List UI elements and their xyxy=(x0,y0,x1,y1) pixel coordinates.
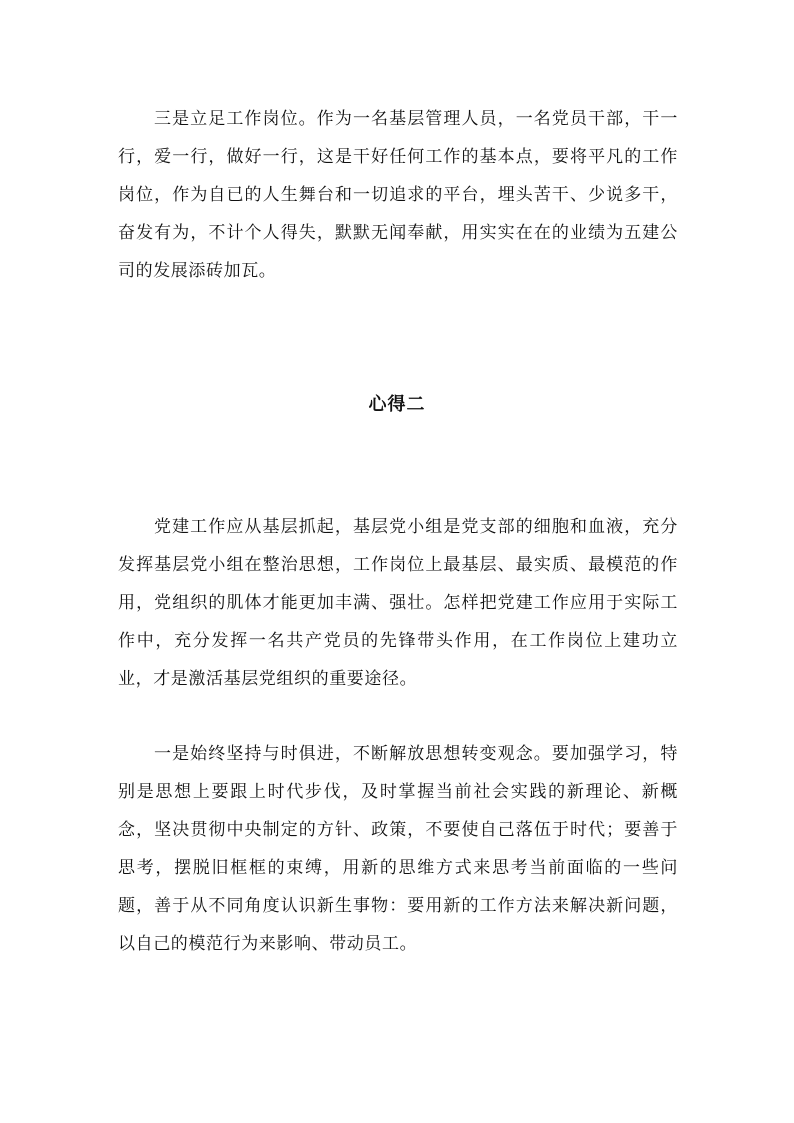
section-heading: 心得二 xyxy=(368,394,426,415)
paragraph-keep-pace: 一是始终坚持与时俱进，不断解放思想转变观念。要加强学习，特别是思想上要跟上时代步伐，及时掌握当前社会实践的新理论、新概念，坚决贯彻中央制定的方针、政策，不要使自己落伍于时代；要善于思考，摆脱旧框框的束缚，用新的思维方式来思考当前面临的一些问题，善于从不同角度认识新生事物：要用新的工作方法来解决新问题，以自己的模范行为来影响、带动员工。 xyxy=(118,744,678,954)
paragraph-party-building: 党建工作应从基层抓起，基层党小组是党支部的细胞和血液，充分发挥基层党小组在整治思想，工作岗位上最基层、最实质、最模范的作用，党组织的肌体才能更加丰满、强壮。怎样把党建工作应用于实际工作中，充分发挥一名共产党员的先锋带头作用，在工作岗位上建功立业，才是激活基层党组织的重要途径。 xyxy=(118,517,678,689)
paragraph-work-post: 三是立足工作岗位。作为一名基层管理人员，一名党员干部，干一行，爱一行，做好一行，这是干好任何工作的基本点，要将平凡的工作岗位，作为自已的人生舞台和一切追求的平台，埋头苦干、少说多干，奋发有为，不计个人得失，默默无闻奉献，用实实在在的业绩为五建公司的发展添砖加瓦。 xyxy=(118,109,678,281)
